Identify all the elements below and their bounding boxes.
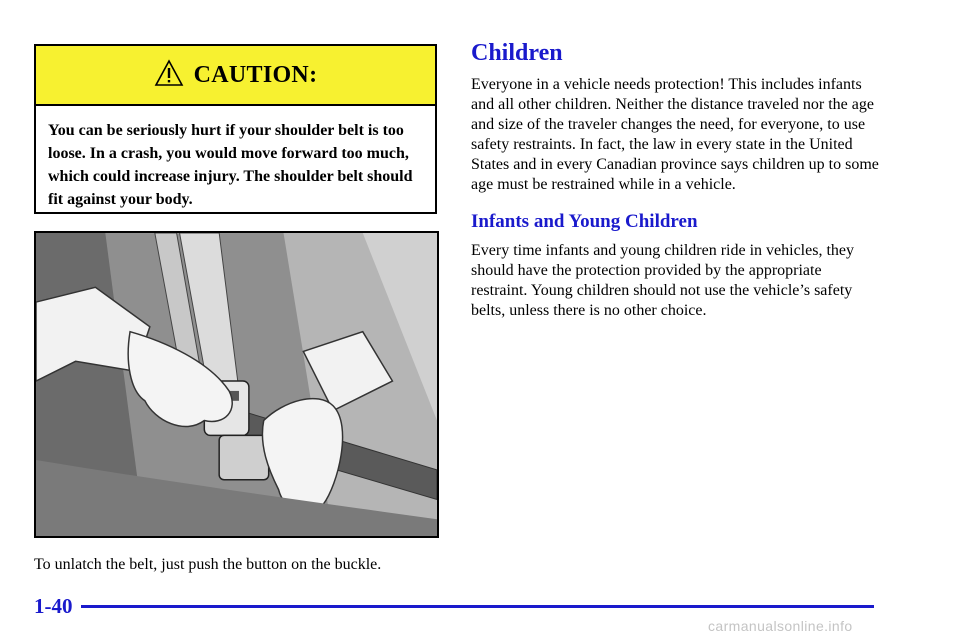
page-number: 1-40 (34, 594, 73, 618)
seatbelt-buckle-illustration (34, 231, 439, 538)
section-paragraph: Everyone in a vehicle needs protection! This includes infants and all other children. Neither the distance traveled nor the age and size of the traveler changes the need, for everyone, to use safety restraints. In fact, the law in every state in the United States and in every Canadian province says children up to some age must be restrained while in a vehicle. (471, 76, 879, 193)
subsection-title: Infants and Young Children (471, 211, 698, 232)
watermark: carmanualsonline.info (708, 618, 853, 634)
warning-triangle-icon (154, 59, 184, 87)
footer-rule (81, 605, 874, 608)
right-column (471, 40, 881, 321)
left-column (34, 44, 441, 538)
subsection-paragraph: Every time infants and young children ride in vehicles, they should have the protection provided by the appropriate restraint. Young children should not use the vehicle’s safety belts, unless there is no other choice. (471, 242, 854, 319)
section-title: Children (471, 40, 563, 66)
caution-text: You can be seriously hurt if your shoulder belt is too loose. In a crash, you would move forward too much, which could increase injury. The shoulder belt should fit against your body. (48, 122, 413, 208)
caution-box (34, 44, 437, 214)
illustration-caption: To unlatch the belt, just push the button on the buckle. (34, 556, 382, 573)
caution-title: CAUTION: (193, 61, 318, 88)
caution-header (36, 46, 435, 106)
